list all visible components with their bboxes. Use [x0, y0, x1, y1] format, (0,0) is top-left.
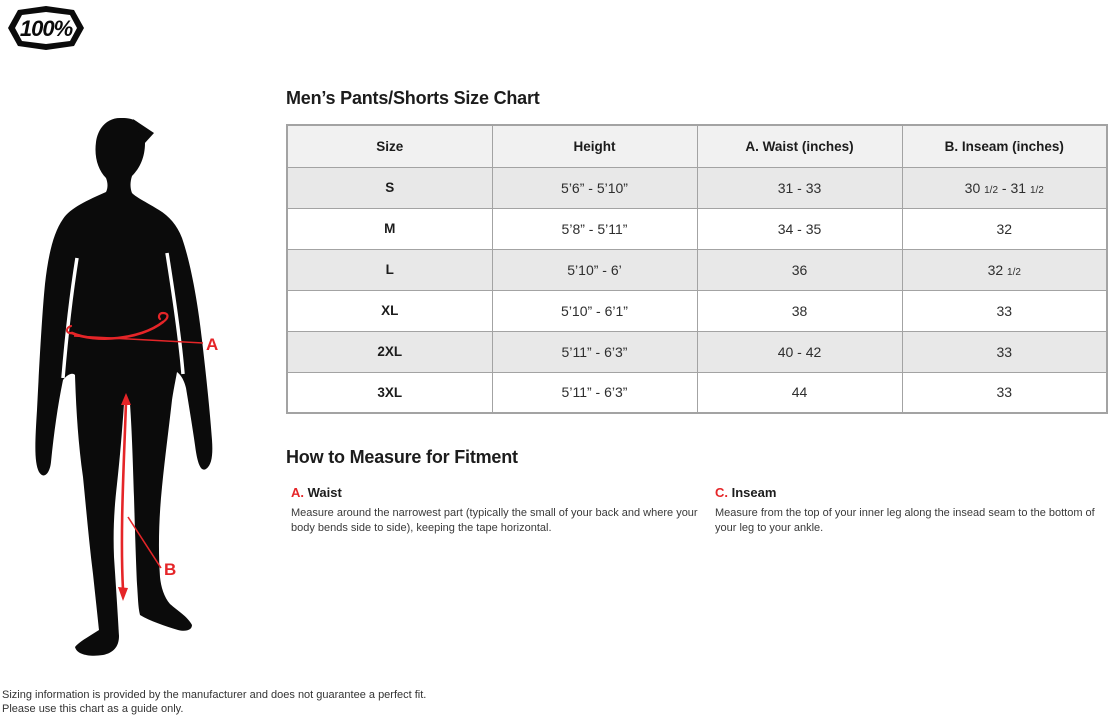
footer-line-2: Please use this chart as a guide only. [2, 703, 184, 715]
size-cell: L [287, 249, 492, 290]
logo-text: 100% [19, 16, 73, 41]
size-cell: S [287, 167, 492, 208]
inseam-cell: 32 [902, 208, 1107, 249]
height-cell: 5’10” - 6’ [492, 249, 697, 290]
inseam-cell: 30 1/2 - 31 1/2 [902, 167, 1107, 208]
size-chart-header-row [287, 125, 1107, 167]
column-header: B. Inseam (inches) [902, 125, 1107, 167]
waist-cell: 31 - 33 [697, 167, 902, 208]
waist-cell: 36 [697, 249, 902, 290]
height-cell: 5’11” - 6’3” [492, 331, 697, 372]
height-cell: 5’6” - 5’10” [492, 167, 697, 208]
measure-item-description: Measure around the narrowest part (typically the small of your back and where your body bends side to side), keeping the tape horizontal. [291, 507, 698, 534]
height-cell: 5’8” - 5’11” [492, 208, 697, 249]
measure-item-heading: C. Inseam [715, 485, 777, 500]
measure-item-inseam [715, 485, 1108, 536]
size-row-xl [287, 290, 1107, 331]
column-header: Size [287, 125, 492, 167]
waist-cell: 40 - 42 [697, 331, 902, 372]
waist-cell: 44 [697, 372, 902, 413]
inseam-cell: 33 [902, 331, 1107, 372]
footer-disclaimer [2, 688, 426, 715]
measure-item-waist [291, 485, 701, 536]
body-silhouette-icon [20, 112, 250, 668]
logo-badge-icon [8, 5, 84, 51]
inseam-label-b: B [164, 560, 177, 579]
size-chart-title: Men’s Pants/Shorts Size Chart [286, 88, 540, 108]
height-cell: 5’10” - 6’1” [492, 290, 697, 331]
waist-cell: 34 - 35 [697, 208, 902, 249]
size-row-l [287, 249, 1107, 290]
column-header: Height [492, 125, 697, 167]
size-row-2xl [287, 331, 1107, 372]
measure-instructions [286, 485, 1108, 536]
inseam-cell: 33 [902, 290, 1107, 331]
brand-logo-100percent [8, 5, 84, 51]
measure-letter: C. [715, 485, 728, 500]
measure-section-title: How to Measure for Fitment [286, 447, 518, 467]
size-cell: 3XL [287, 372, 492, 413]
size-cell: 2XL [287, 331, 492, 372]
measure-item-description: Measure from the top of your inner leg along the insead seam to the bottom of your leg to your ankle. [715, 507, 1095, 534]
inseam-cell: 32 1/2 [902, 249, 1107, 290]
size-row-m [287, 208, 1107, 249]
measure-letter: A. [291, 485, 304, 500]
waist-cell: 38 [697, 290, 902, 331]
measurement-figure [20, 112, 250, 668]
size-chart-table [286, 124, 1108, 414]
size-cell: M [287, 208, 492, 249]
footer-line-1: Sizing information is provided by the manufacturer and does not guarantee a perfect fit. [2, 689, 427, 701]
size-row-3xl [287, 372, 1107, 413]
column-header: A. Waist (inches) [697, 125, 902, 167]
size-chart-content [286, 88, 1108, 536]
size-row-s [287, 167, 1107, 208]
waist-label-a: A [206, 335, 219, 354]
inseam-cell: 33 [902, 372, 1107, 413]
size-cell: XL [287, 290, 492, 331]
measure-item-heading: A. Waist [291, 485, 342, 500]
height-cell: 5’11” - 6’3” [492, 372, 697, 413]
